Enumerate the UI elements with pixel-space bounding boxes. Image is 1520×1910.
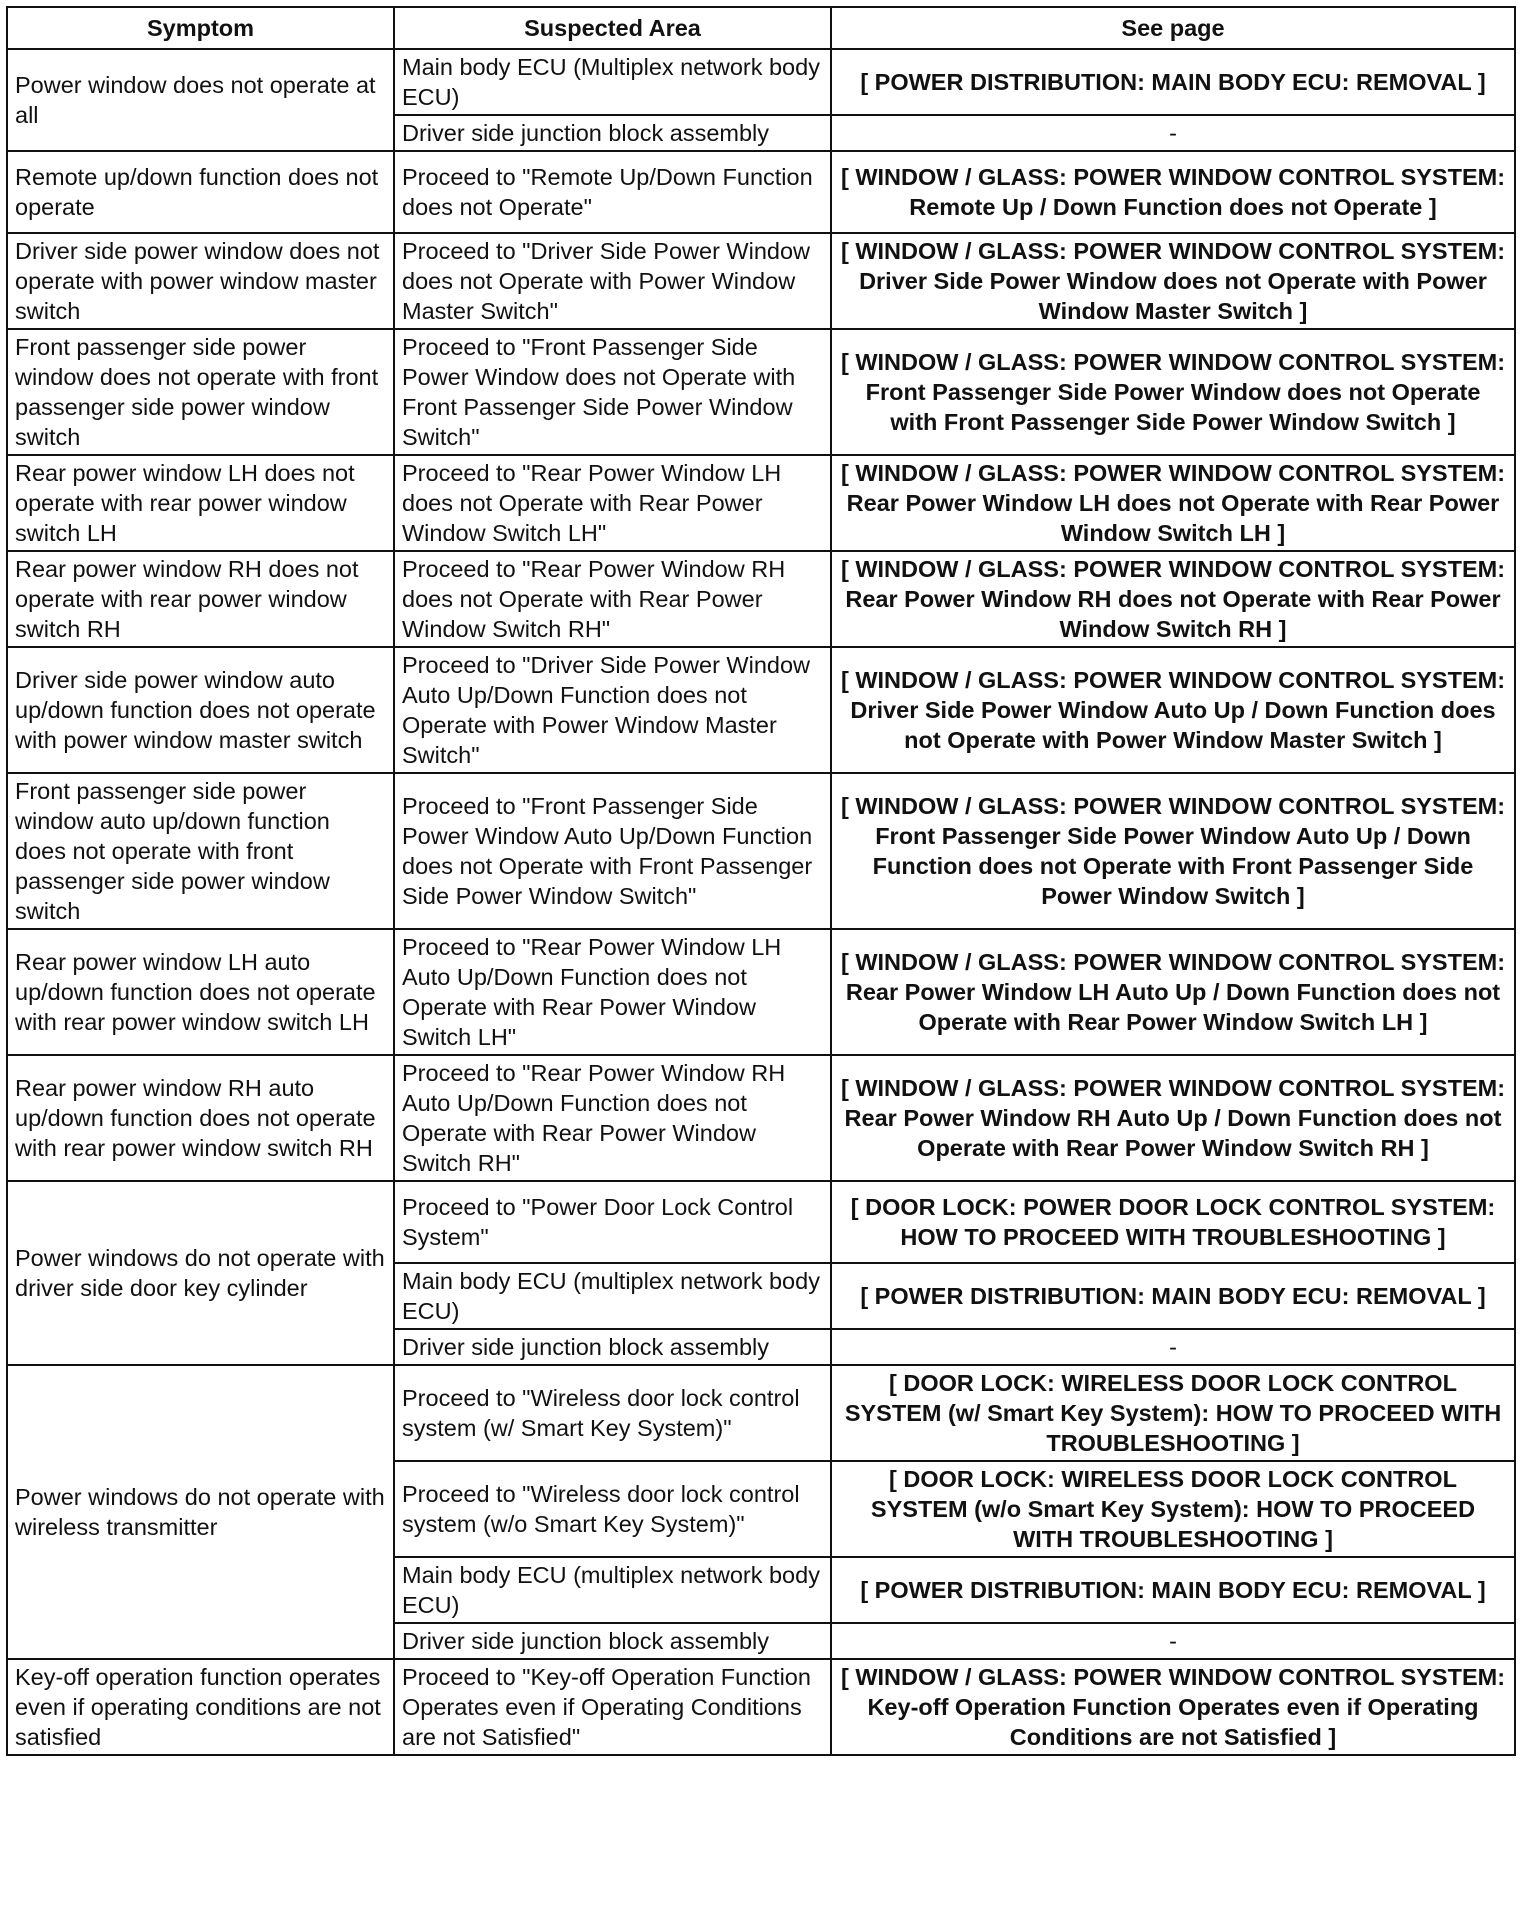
table-header — [7, 7, 1515, 49]
table-row — [7, 1181, 1515, 1263]
see-page-cell: [ WINDOW / GLASS: POWER WINDOW CONTROL SYSTEM: Rear Power Window RH Auto Up / Down Function does not Operate with Rear Power Window Switch RH ] — [831, 1055, 1515, 1181]
table-row — [7, 233, 1515, 329]
table-row — [7, 1659, 1515, 1755]
table-body — [7, 49, 1515, 1755]
see-page-cell: [ WINDOW / GLASS: POWER WINDOW CONTROL SYSTEM: Rear Power Window LH does not Operate with Rear Power Window Switch LH ] — [831, 455, 1515, 551]
suspected-area-cell: Proceed to "Rear Power Window LH does not Operate with Rear Power Window Switch LH" — [394, 455, 831, 551]
table-row — [7, 455, 1515, 551]
see-page-cell: [ DOOR LOCK: WIRELESS DOOR LOCK CONTROL SYSTEM (w/o Smart Key System): HOW TO PROCEED WITH TROUBLESHOOTING ] — [831, 1461, 1515, 1557]
symptom-cell: Driver side power window does not operate with power window master switch — [7, 233, 394, 329]
symptom-cell: Rear power window LH auto up/down function does not operate with rear power window switch LH — [7, 929, 394, 1055]
symptom-cell: Rear power window RH does not operate with rear power window switch RH — [7, 551, 394, 647]
suspected-area-cell: Main body ECU (multiplex network body ECU) — [394, 1557, 831, 1623]
header-symptom: Symptom — [7, 7, 394, 49]
suspected-area-cell: Driver side junction block assembly — [394, 1623, 831, 1659]
see-page-cell: [ DOOR LOCK: POWER DOOR LOCK CONTROL SYSTEM: HOW TO PROCEED WITH TROUBLESHOOTING ] — [831, 1181, 1515, 1263]
suspected-area-cell: Proceed to "Power Door Lock Control System" — [394, 1181, 831, 1263]
table-row — [7, 773, 1515, 929]
suspected-area-cell: Proceed to "Driver Side Power Window Auto Up/Down Function does not Operate with Power Window Master Switch" — [394, 647, 831, 773]
header-row — [7, 7, 1515, 49]
suspected-area-cell: Proceed to "Driver Side Power Window does not Operate with Power Window Master Switch" — [394, 233, 831, 329]
header-suspected-area: Suspected Area — [394, 7, 831, 49]
table-row — [7, 151, 1515, 233]
suspected-area-cell: Proceed to "Front Passenger Side Power Window does not Operate with Front Passenger Side Power Window Switch" — [394, 329, 831, 455]
see-page-cell: [ POWER DISTRIBUTION: MAIN BODY ECU: REMOVAL ] — [831, 49, 1515, 115]
suspected-area-cell: Proceed to "Wireless door lock control system (w/ Smart Key System)" — [394, 1365, 831, 1461]
see-page-cell: [ WINDOW / GLASS: POWER WINDOW CONTROL SYSTEM: Driver Side Power Window Auto Up / Down Function does not Operate with Power Window Master Switch ] — [831, 647, 1515, 773]
header-see-page: See page — [831, 7, 1515, 49]
suspected-area-cell: Main body ECU (Multiplex network body ECU) — [394, 49, 831, 115]
troubleshooting-table — [6, 6, 1516, 1756]
symptom-cell: Rear power window RH auto up/down function does not operate with rear power window switch RH — [7, 1055, 394, 1181]
suspected-area-cell: Proceed to "Rear Power Window RH does not Operate with Rear Power Window Switch RH" — [394, 551, 831, 647]
see-page-cell: [ WINDOW / GLASS: POWER WINDOW CONTROL SYSTEM: Remote Up / Down Function does not Operate ] — [831, 151, 1515, 233]
suspected-area-cell: Proceed to "Wireless door lock control system (w/o Smart Key System)" — [394, 1461, 831, 1557]
symptom-cell: Key-off operation function operates even if operating conditions are not satisfied — [7, 1659, 394, 1755]
see-page-cell: [ WINDOW / GLASS: POWER WINDOW CONTROL SYSTEM: Rear Power Window RH does not Operate with Rear Power Window Switch RH ] — [831, 551, 1515, 647]
table-row — [7, 647, 1515, 773]
suspected-area-cell: Main body ECU (multiplex network body ECU) — [394, 1263, 831, 1329]
symptom-cell: Driver side power window auto up/down function does not operate with power window master switch — [7, 647, 394, 773]
suspected-area-cell: Proceed to "Front Passenger Side Power Window Auto Up/Down Function does not Operate with Front Passenger Side Power Window Switch" — [394, 773, 831, 929]
symptom-cell: Power windows do not operate with driver side door key cylinder — [7, 1181, 394, 1365]
symptom-cell: Rear power window LH does not operate with rear power window switch LH — [7, 455, 394, 551]
suspected-area-cell: Proceed to "Key-off Operation Function Operates even if Operating Conditions are not Satisfied" — [394, 1659, 831, 1755]
table-row — [7, 1055, 1515, 1181]
symptom-cell: Power window does not operate at all — [7, 49, 394, 151]
see-page-cell: [ WINDOW / GLASS: POWER WINDOW CONTROL SYSTEM: Rear Power Window LH Auto Up / Down Function does not Operate with Rear Power Window Switch LH ] — [831, 929, 1515, 1055]
table-row — [7, 929, 1515, 1055]
see-page-cell: [ WINDOW / GLASS: POWER WINDOW CONTROL SYSTEM: Driver Side Power Window does not Operate with Power Window Master Switch ] — [831, 233, 1515, 329]
symptom-cell: Front passenger side power window auto up/down function does not operate with front passenger side power window switch — [7, 773, 394, 929]
symptom-cell: Remote up/down function does not operate — [7, 151, 394, 233]
see-page-cell: - — [831, 1329, 1515, 1365]
see-page-cell: - — [831, 115, 1515, 151]
table-row — [7, 329, 1515, 455]
see-page-cell: [ POWER DISTRIBUTION: MAIN BODY ECU: REMOVAL ] — [831, 1263, 1515, 1329]
symptom-cell: Power windows do not operate with wireless transmitter — [7, 1365, 394, 1659]
see-page-cell: [ POWER DISTRIBUTION: MAIN BODY ECU: REMOVAL ] — [831, 1557, 1515, 1623]
suspected-area-cell: Proceed to "Rear Power Window RH Auto Up/Down Function does not Operate with Rear Power Window Switch RH" — [394, 1055, 831, 1181]
suspected-area-cell: Proceed to "Rear Power Window LH Auto Up/Down Function does not Operate with Rear Power Window Switch LH" — [394, 929, 831, 1055]
symptom-cell: Front passenger side power window does not operate with front passenger side power window switch — [7, 329, 394, 455]
see-page-cell: [ WINDOW / GLASS: POWER WINDOW CONTROL SYSTEM: Front Passenger Side Power Window Auto Up / Down Function does not Operate with Front Passenger Side Power Window Switch ] — [831, 773, 1515, 929]
see-page-cell: [ DOOR LOCK: WIRELESS DOOR LOCK CONTROL SYSTEM (w/ Smart Key System): HOW TO PROCEED WITH TROUBLESHOOTING ] — [831, 1365, 1515, 1461]
table-row — [7, 551, 1515, 647]
suspected-area-cell: Driver side junction block assembly — [394, 115, 831, 151]
see-page-cell: - — [831, 1623, 1515, 1659]
see-page-cell: [ WINDOW / GLASS: POWER WINDOW CONTROL SYSTEM: Front Passenger Side Power Window does not Operate with Front Passenger Side Power Window Switch ] — [831, 329, 1515, 455]
table-row — [7, 1365, 1515, 1461]
suspected-area-cell: Driver side junction block assembly — [394, 1329, 831, 1365]
table-row — [7, 49, 1515, 115]
suspected-area-cell: Proceed to "Remote Up/Down Function does not Operate" — [394, 151, 831, 233]
see-page-cell: [ WINDOW / GLASS: POWER WINDOW CONTROL SYSTEM: Key-off Operation Function Operates even if Operating Conditions are not Satisfied ] — [831, 1659, 1515, 1755]
